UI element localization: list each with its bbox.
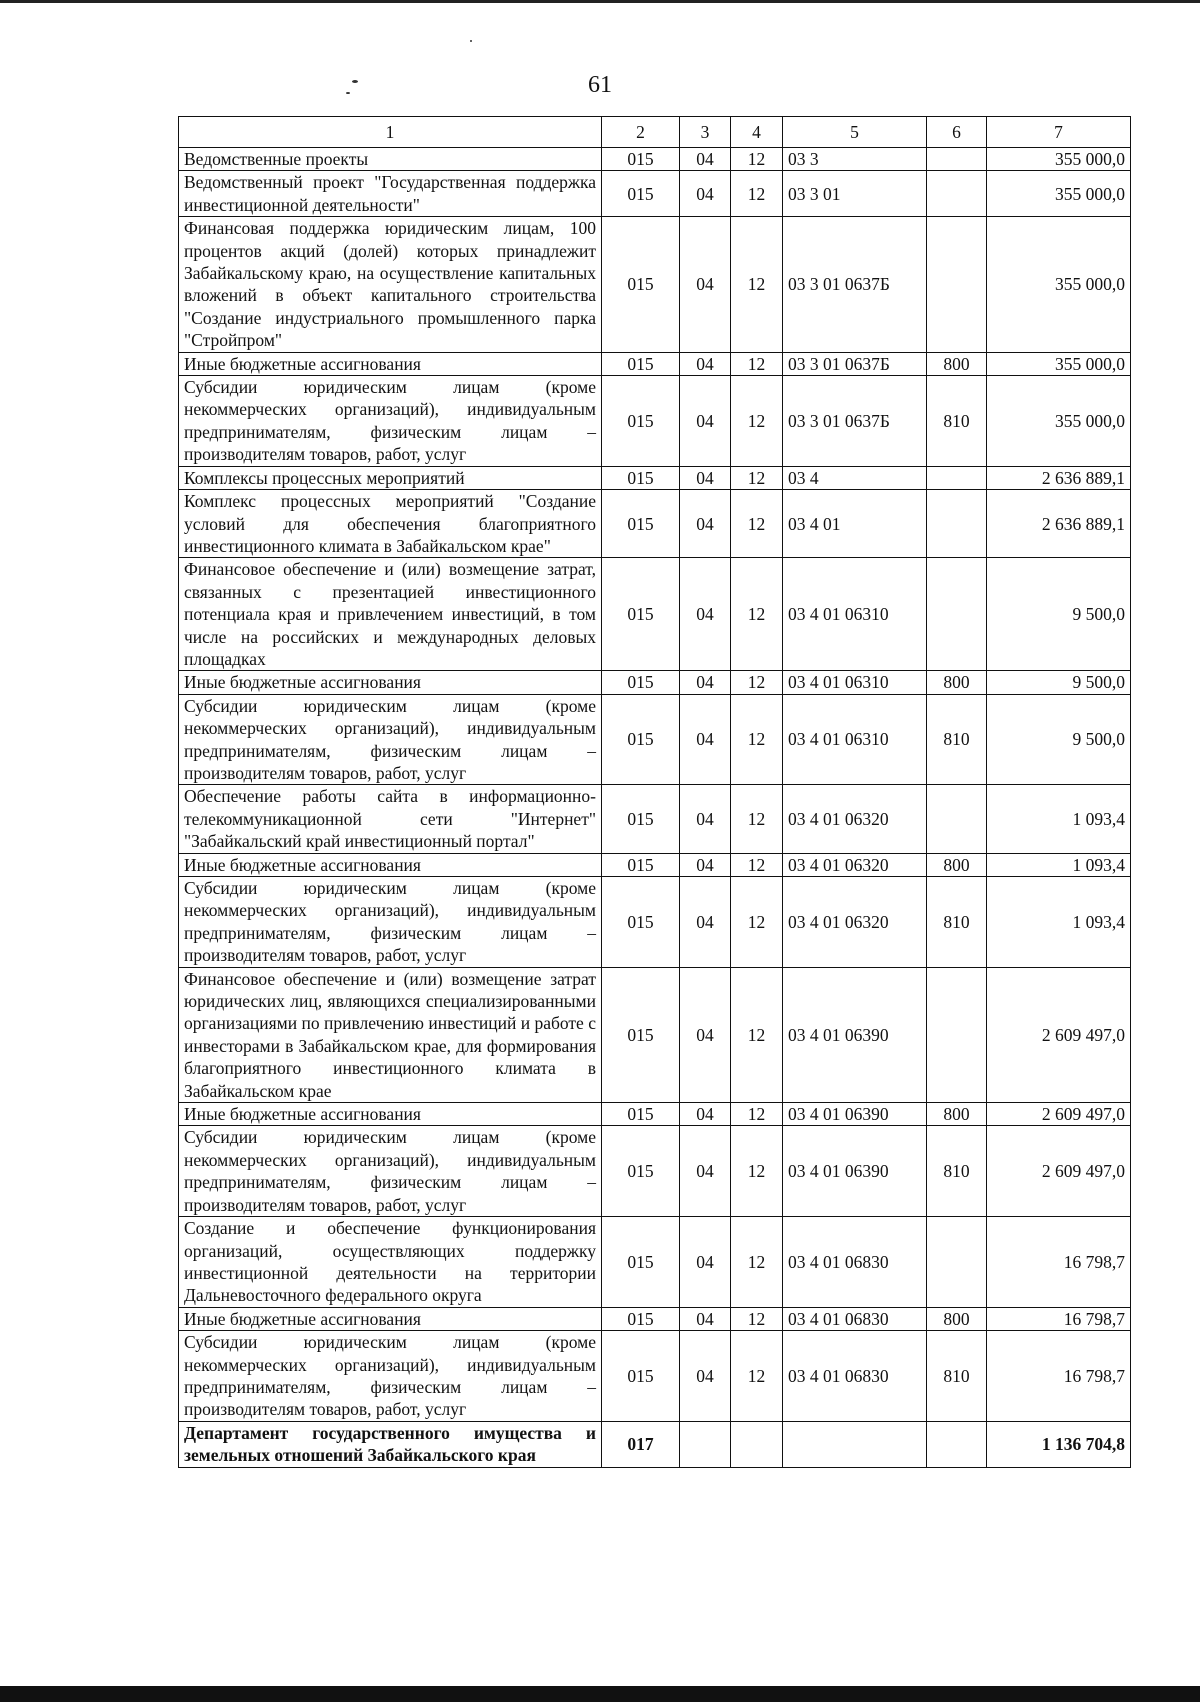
expense-type-cell: 800	[927, 853, 987, 876]
table-row	[179, 171, 1131, 217]
amount-cell: 9 500,0	[987, 694, 1131, 785]
subsection-code-cell: 12	[731, 217, 783, 352]
expense-type-cell: 810	[927, 376, 987, 467]
row-name-cell: Субсидии юридическим лицам (кроме некоммерческих организаций), индивидуальным предпринимателям, физическим лицам – производителям товаров, работ, услуг	[179, 694, 602, 785]
table-row	[179, 352, 1131, 375]
row-name-cell: Иные бюджетные ассигнования	[179, 352, 602, 375]
row-name-cell: Иные бюджетные ассигнования	[179, 1103, 602, 1126]
section-code-cell: 04	[680, 694, 731, 785]
amount-cell: 1 093,4	[987, 785, 1131, 853]
table-row	[179, 694, 1131, 785]
row-name-cell: Департамент государственного имущества и земельных отношений Забайкальского края	[179, 1421, 602, 1467]
chapter-code-cell: 017	[602, 1421, 680, 1467]
chapter-code-cell: 015	[602, 148, 680, 171]
row-name-cell: Финансовая поддержка юридическим лицам, 100 процентов акций (долей) которых принадлежит Забайкальскому краю, на осуществление капитальных вложений в объект капитального строительства "Создание индустриального промышленного парка "Стройпром"	[179, 217, 602, 352]
section-code-cell: 04	[680, 171, 731, 217]
target-article-cell: 03 4	[783, 466, 927, 489]
row-name-cell: Субсидии юридическим лицам (кроме некоммерческих организаций), индивидуальным предпринимателям, физическим лицам – производителям товаров, работ, услуг	[179, 1331, 602, 1422]
section-code-cell: 04	[680, 558, 731, 671]
chapter-code-cell: 015	[602, 785, 680, 853]
target-article-cell: 03 4 01 06320	[783, 853, 927, 876]
chapter-code-cell: 015	[602, 466, 680, 489]
expense-type-cell	[927, 490, 987, 558]
subsection-code-cell: 12	[731, 1307, 783, 1330]
table-header-row	[179, 117, 1131, 148]
table-row	[179, 853, 1131, 876]
chapter-code-cell: 015	[602, 853, 680, 876]
row-name-cell: Финансовое обеспечение и (или) возмещение затрат, связанных с презентацией инвестиционного потенциала края и привлечением инвестиций, в том числе на российских и международных деловых площадках	[179, 558, 602, 671]
subsection-code-cell: 12	[731, 171, 783, 217]
target-article-cell: 03 4 01 06390	[783, 1103, 927, 1126]
chapter-code-cell: 015	[602, 558, 680, 671]
target-article-cell: 03 3 01	[783, 171, 927, 217]
chapter-code-cell: 015	[602, 171, 680, 217]
section-code-cell: 04	[680, 352, 731, 375]
expense-type-cell: 800	[927, 1103, 987, 1126]
amount-cell: 1 093,4	[987, 853, 1131, 876]
target-article-cell	[783, 1421, 927, 1467]
amount-cell: 2 609 497,0	[987, 1103, 1131, 1126]
table-row	[179, 466, 1131, 489]
section-code-cell: 04	[680, 1217, 731, 1308]
section-code-cell: 04	[680, 490, 731, 558]
section-code-cell: 04	[680, 466, 731, 489]
subsection-code-cell: 12	[731, 1331, 783, 1422]
row-name-cell: Иные бюджетные ассигнования	[179, 853, 602, 876]
target-article-cell: 03 3	[783, 148, 927, 171]
chapter-code-cell: 015	[602, 1103, 680, 1126]
target-article-cell: 03 3 01 0637Б	[783, 217, 927, 352]
scan-speck	[470, 40, 472, 42]
section-code-cell: 04	[680, 1103, 731, 1126]
table-row	[179, 217, 1131, 352]
amount-cell: 16 798,7	[987, 1307, 1131, 1330]
subsection-code-cell: 12	[731, 853, 783, 876]
expense-type-cell	[927, 558, 987, 671]
table-row	[179, 1307, 1131, 1330]
target-article-cell: 03 4 01 06320	[783, 785, 927, 853]
column-header: 1	[179, 117, 602, 148]
section-code-cell: 04	[680, 853, 731, 876]
chapter-code-cell: 015	[602, 877, 680, 968]
scan-top-edge	[0, 0, 1200, 3]
table-row	[179, 785, 1131, 853]
amount-cell: 16 798,7	[987, 1217, 1131, 1308]
amount-cell: 355 000,0	[987, 217, 1131, 352]
amount-cell: 2 636 889,1	[987, 466, 1131, 489]
expense-type-cell	[927, 217, 987, 352]
table-row	[179, 671, 1131, 694]
row-name-cell: Создание и обеспечение функционирования организаций, осуществляющих поддержку инвестиционной деятельности на территории Дальневосточного федерального округа	[179, 1217, 602, 1308]
section-code-cell: 04	[680, 967, 731, 1102]
row-name-cell: Иные бюджетные ассигнования	[179, 671, 602, 694]
target-article-cell: 03 4 01 06320	[783, 877, 927, 968]
chapter-code-cell: 015	[602, 671, 680, 694]
table-row	[179, 877, 1131, 968]
chapter-code-cell: 015	[602, 352, 680, 375]
column-header: 2	[602, 117, 680, 148]
table-row	[179, 1421, 1131, 1467]
table-row	[179, 1103, 1131, 1126]
target-article-cell: 03 4 01	[783, 490, 927, 558]
target-article-cell: 03 4 01 06310	[783, 558, 927, 671]
chapter-code-cell: 015	[602, 490, 680, 558]
target-article-cell: 03 3 01 0637Б	[783, 352, 927, 375]
section-code-cell: 04	[680, 1307, 731, 1330]
amount-cell: 9 500,0	[987, 671, 1131, 694]
column-header: 4	[731, 117, 783, 148]
subsection-code-cell: 12	[731, 376, 783, 467]
amount-cell: 9 500,0	[987, 558, 1131, 671]
subsection-code-cell: 12	[731, 1103, 783, 1126]
expense-type-cell	[927, 148, 987, 171]
section-code-cell: 04	[680, 148, 731, 171]
target-article-cell: 03 3 01 0637Б	[783, 376, 927, 467]
target-article-cell: 03 4 01 06830	[783, 1307, 927, 1330]
section-code-cell: 04	[680, 785, 731, 853]
row-name-cell: Ведомственные проекты	[179, 148, 602, 171]
table-row	[179, 1126, 1131, 1217]
amount-cell: 2 636 889,1	[987, 490, 1131, 558]
target-article-cell: 03 4 01 06310	[783, 694, 927, 785]
section-code-cell: 04	[680, 1126, 731, 1217]
table-row	[179, 967, 1131, 1102]
chapter-code-cell: 015	[602, 1126, 680, 1217]
subsection-code-cell: 12	[731, 558, 783, 671]
expense-type-cell	[927, 1217, 987, 1308]
section-code-cell: 04	[680, 1331, 731, 1422]
chapter-code-cell: 015	[602, 376, 680, 467]
expense-type-cell: 800	[927, 1307, 987, 1330]
expense-type-cell: 810	[927, 1126, 987, 1217]
table-row	[179, 376, 1131, 467]
target-article-cell: 03 4 01 06310	[783, 671, 927, 694]
subsection-code-cell: 12	[731, 1217, 783, 1308]
page-number: 61	[588, 72, 612, 98]
amount-cell: 2 609 497,0	[987, 967, 1131, 1102]
expense-type-cell	[927, 171, 987, 217]
column-header: 7	[987, 117, 1131, 148]
subsection-code-cell: 12	[731, 877, 783, 968]
column-header: 3	[680, 117, 731, 148]
column-header: 5	[783, 117, 927, 148]
expense-type-cell: 800	[927, 671, 987, 694]
expense-type-cell: 810	[927, 1331, 987, 1422]
subsection-code-cell: 12	[731, 1126, 783, 1217]
subsection-code-cell: 12	[731, 671, 783, 694]
amount-cell: 355 000,0	[987, 376, 1131, 467]
subsection-code-cell: 12	[731, 967, 783, 1102]
table-row	[179, 1331, 1131, 1422]
subsection-code-cell: 12	[731, 466, 783, 489]
row-name-cell: Субсидии юридическим лицам (кроме некоммерческих организаций), индивидуальным предпринимателям, физическим лицам – производителям товаров, работ, услуг	[179, 877, 602, 968]
amount-cell: 16 798,7	[987, 1331, 1131, 1422]
subsection-code-cell: 12	[731, 148, 783, 171]
row-name-cell: Иные бюджетные ассигнования	[179, 1307, 602, 1330]
chapter-code-cell: 015	[602, 694, 680, 785]
amount-cell: 2 609 497,0	[987, 1126, 1131, 1217]
amount-cell: 355 000,0	[987, 352, 1131, 375]
amount-cell: 355 000,0	[987, 171, 1131, 217]
budget-table	[178, 116, 1131, 1468]
subsection-code-cell	[731, 1421, 783, 1467]
section-code-cell: 04	[680, 217, 731, 352]
table-row	[179, 1217, 1131, 1308]
expense-type-cell	[927, 967, 987, 1102]
row-name-cell: Комплекс процессных мероприятий "Создание условий для обеспечения благоприятного инвестиционного климата в Забайкальском крае"	[179, 490, 602, 558]
row-name-cell: Ведомственный проект "Государственная поддержка инвестиционной деятельности"	[179, 171, 602, 217]
target-article-cell: 03 4 01 06830	[783, 1217, 927, 1308]
subsection-code-cell: 12	[731, 352, 783, 375]
section-code-cell: 04	[680, 877, 731, 968]
expense-type-cell	[927, 466, 987, 489]
table-body	[179, 148, 1131, 1468]
row-name-cell: Субсидии юридическим лицам (кроме некоммерческих организаций), индивидуальным предпринимателям, физическим лицам – производителям товаров, работ, услуг	[179, 376, 602, 467]
subsection-code-cell: 12	[731, 785, 783, 853]
chapter-code-cell: 015	[602, 1217, 680, 1308]
expense-type-cell: 810	[927, 877, 987, 968]
chapter-code-cell: 015	[602, 967, 680, 1102]
target-article-cell: 03 4 01 06830	[783, 1331, 927, 1422]
chapter-code-cell: 015	[602, 217, 680, 352]
row-name-cell: Финансовое обеспечение и (или) возмещение затрат юридических лиц, являющихся специализированными организациями по привлечению инвестиций и работе с инвесторами в Забайкальском крае, для формирования благоприятного инвестиционного климата в Забайкальском крае	[179, 967, 602, 1102]
expense-type-cell: 800	[927, 352, 987, 375]
chapter-code-cell: 015	[602, 1307, 680, 1330]
target-article-cell: 03 4 01 06390	[783, 1126, 927, 1217]
column-header: 6	[927, 117, 987, 148]
row-name-cell: Субсидии юридическим лицам (кроме некоммерческих организаций), индивидуальным предпринимателям, физическим лицам – производителям товаров, работ, услуг	[179, 1126, 602, 1217]
expense-type-cell: 810	[927, 694, 987, 785]
amount-cell: 1 136 704,8	[987, 1421, 1131, 1467]
chapter-code-cell: 015	[602, 1331, 680, 1422]
expense-type-cell	[927, 785, 987, 853]
section-code-cell: 04	[680, 376, 731, 467]
amount-cell: 355 000,0	[987, 148, 1131, 171]
row-name-cell: Комплексы процессных мероприятий	[179, 466, 602, 489]
section-code-cell: 04	[680, 671, 731, 694]
table-row	[179, 558, 1131, 671]
expense-type-cell	[927, 1421, 987, 1467]
scan-bottom-edge	[0, 1686, 1200, 1702]
subsection-code-cell: 12	[731, 490, 783, 558]
table-row	[179, 148, 1131, 171]
table-row	[179, 490, 1131, 558]
row-name-cell: Обеспечение работы сайта в информационно-телекоммуникационной сети "Интернет" "Забайкальский край инвестиционный портал"	[179, 785, 602, 853]
amount-cell: 1 093,4	[987, 877, 1131, 968]
subsection-code-cell: 12	[731, 694, 783, 785]
section-code-cell	[680, 1421, 731, 1467]
target-article-cell: 03 4 01 06390	[783, 967, 927, 1102]
